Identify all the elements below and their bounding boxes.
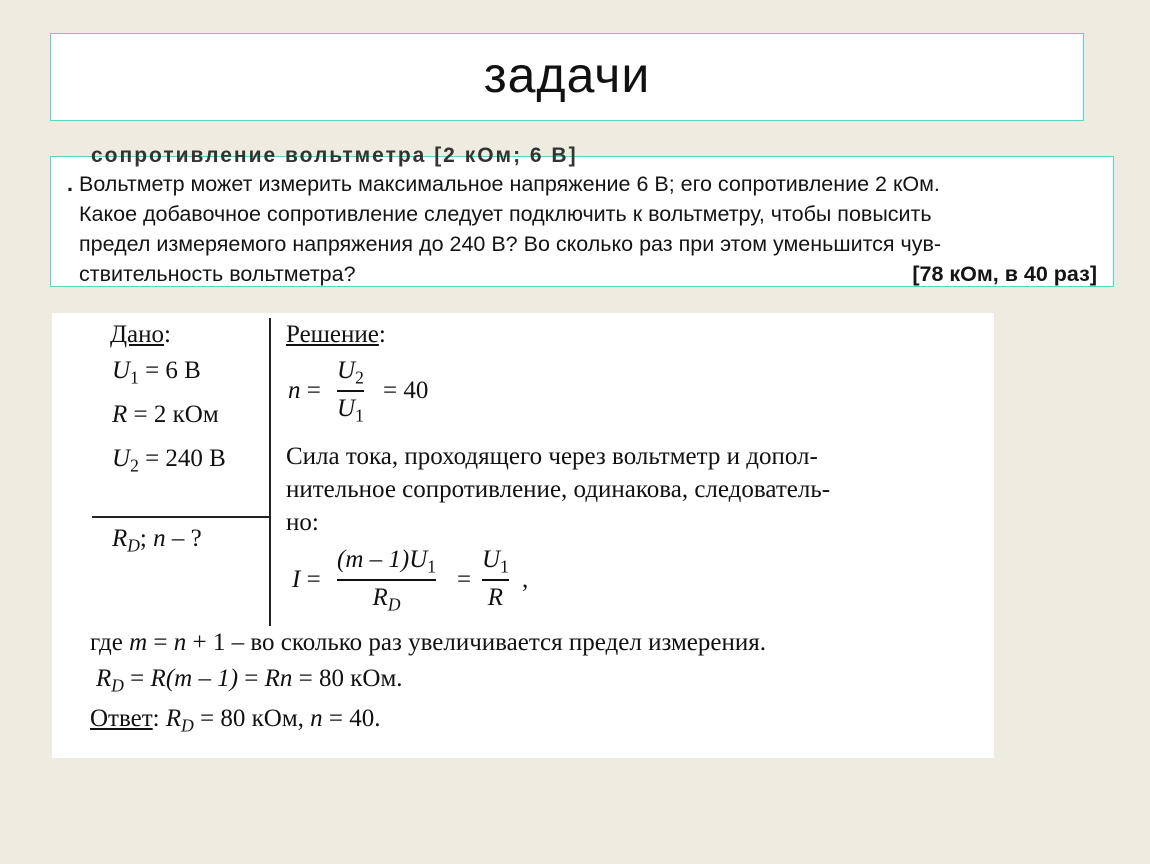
rd-sub: D — [111, 675, 124, 696]
eq1-n: n — [288, 377, 301, 404]
find-separator: ; — [139, 525, 154, 552]
answer-n: n — [310, 705, 323, 732]
where-pre: где — [90, 629, 130, 656]
eq2-denominator-1 — [373, 584, 401, 615]
given-label: Дано — [110, 321, 165, 348]
text-line-1: Сила тока, проходящего через вольтметр и допол- — [286, 443, 818, 470]
rd-r2: R — [150, 665, 166, 692]
find-question: – ? — [165, 525, 202, 552]
solution-colon: : — [378, 321, 386, 348]
eq2-fraction-1 — [337, 546, 436, 615]
given-heading — [110, 321, 171, 349]
text-line-3: но: — [286, 509, 319, 536]
answer-label: Ответ — [90, 705, 153, 732]
eq1-lhs — [288, 377, 321, 405]
rd-line — [96, 665, 403, 696]
problem-line-3 — [67, 229, 1097, 259]
given-u1 — [112, 357, 201, 388]
answer-n-value: = 40. — [322, 705, 381, 732]
u2-subscript: 2 — [130, 455, 139, 476]
problem-line-text: предел измеряемого напряжения до 240 В? Во сколько раз при этом уменьшится чув- — [79, 232, 942, 256]
u1-value: = 6 В — [138, 357, 201, 384]
eq2-numerator-1 — [337, 546, 436, 577]
rd-eq-2: = — [238, 665, 265, 692]
title-box — [50, 33, 1084, 121]
eq2-lhs — [292, 566, 321, 594]
eq2-m-term: (m – 1) — [337, 546, 410, 573]
problem-line-text: Какое добавочное сопротивление следует подключить к вольтметру, чтобы повысить — [79, 202, 932, 226]
eq2-u2-sub: 1 — [500, 556, 509, 577]
eq1-den-sub: 1 — [355, 405, 364, 426]
solution-heading — [286, 321, 386, 349]
eq2-mid: = — [457, 566, 472, 593]
eq1-equals: = — [300, 377, 321, 404]
r-symbol: R — [112, 401, 128, 428]
rd-r: R — [96, 665, 112, 692]
problem-cut-line: сопротивление вольтметра [2 кОм; 6 В] — [91, 144, 578, 167]
given-u2 — [112, 445, 226, 476]
rd-result: = 80 кОм. — [292, 665, 403, 692]
eq1-num-symbol: U — [337, 357, 356, 384]
eq2-rd-symbol: R — [372, 583, 388, 611]
fraction-bar — [482, 579, 509, 581]
problem-text — [67, 169, 1097, 289]
slide-title: задачи — [483, 47, 651, 103]
eq1-den-symbol: U — [337, 394, 356, 422]
given-r — [112, 401, 219, 429]
eq2-r-symbol: R — [487, 583, 504, 611]
divider-horizontal — [92, 516, 271, 518]
problem-line-4 — [67, 259, 1097, 289]
eq2-i: I — [292, 566, 301, 593]
eq1-denominator — [337, 395, 364, 426]
u2-value: = 240 В — [138, 445, 226, 472]
problem-line-1 — [67, 169, 1097, 199]
eq2-rd-sub: D — [387, 594, 401, 615]
eq2-numerator-2 — [482, 546, 509, 577]
problem-box — [50, 144, 1114, 287]
problem-line-2 — [67, 199, 1097, 229]
answer-r: R — [165, 705, 182, 732]
problem-line-text: Вольтметр может измерить максимальное напряжение 6 В; его сопротивление 2 кОм. — [78, 172, 940, 196]
solution-panel — [52, 313, 994, 758]
answer-line — [90, 705, 381, 736]
divider-vertical — [269, 318, 271, 626]
u2-symbol: U — [112, 445, 131, 472]
where-n: n — [173, 629, 187, 656]
rd-rn: Rn — [264, 665, 293, 692]
where-m: m — [129, 629, 148, 656]
eq2-u-symbol: U — [409, 546, 428, 573]
n-symbol: n — [153, 525, 166, 552]
rd-eq-1: = — [123, 665, 151, 692]
where-line — [90, 629, 766, 657]
r-value: = 2 кОм — [127, 401, 219, 428]
eq2-equals: = — [300, 566, 321, 593]
solution-label: Решение — [286, 321, 379, 348]
problem-line-text: ствительность вольтметра? — [79, 262, 356, 286]
eq2-u2-symbol: U — [482, 546, 501, 573]
eq1-fraction — [337, 357, 364, 426]
eq2-tail: , — [522, 566, 529, 593]
answer-sub: D — [181, 715, 194, 736]
given-colon: : — [164, 321, 171, 348]
eq2-denominator-2 — [488, 584, 503, 612]
eq2-u-sub: 1 — [427, 556, 437, 577]
u1-subscript: 1 — [130, 367, 139, 388]
where-post: + 1 – во сколько раз увеличивается предел измерения. — [186, 629, 767, 656]
fraction-bar — [337, 390, 364, 392]
text-line-2: нительное сопротивление, одинакова, следователь- — [286, 476, 831, 503]
where-equals: = — [147, 629, 174, 656]
rd-symbol: R — [112, 525, 128, 552]
answer-rd-value: = 80 кОм, — [193, 705, 311, 732]
find-line — [112, 525, 202, 556]
problem-answer: [78 кОм, в 40 раз] — [912, 262, 1097, 286]
problem-bullet: . — [67, 172, 73, 196]
rd-m: (m – 1) — [165, 665, 239, 692]
eq1-num-sub: 2 — [355, 367, 364, 388]
rd-subscript: D — [127, 535, 140, 556]
eq2-fraction-2 — [482, 546, 509, 612]
u1-symbol: U — [112, 357, 131, 384]
fraction-bar — [337, 579, 436, 581]
eq1-numerator — [337, 357, 364, 388]
eq1-rhs: = 40 — [383, 377, 429, 404]
answer-colon: : — [152, 705, 166, 732]
